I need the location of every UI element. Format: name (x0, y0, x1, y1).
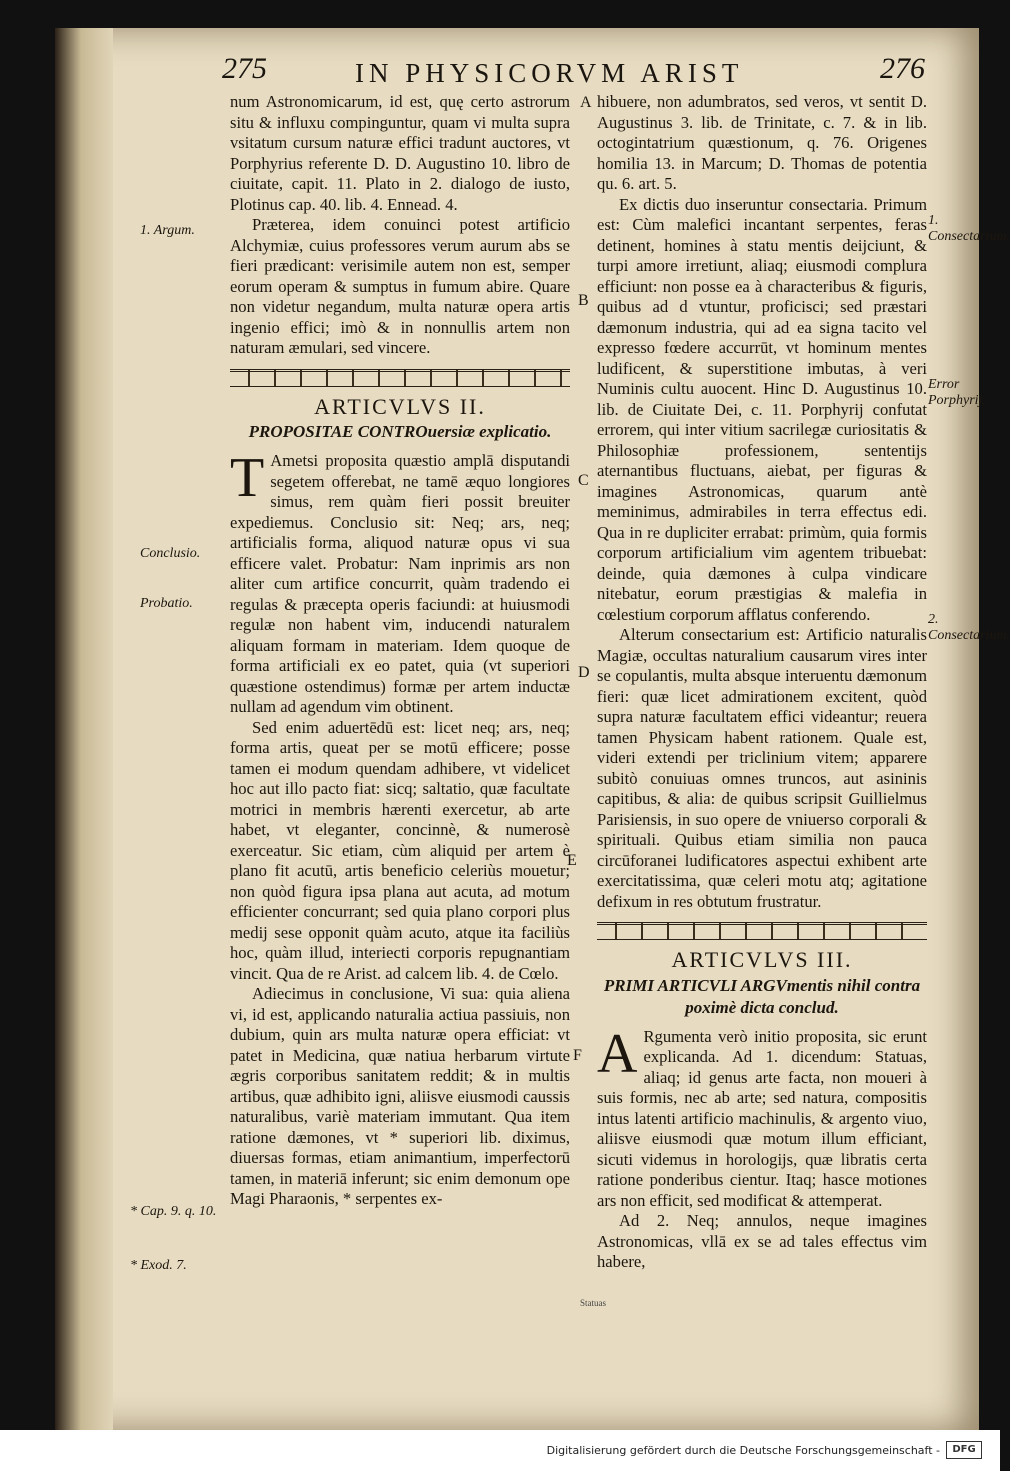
section-letter-e: E (567, 852, 577, 869)
section-letter-b: B (578, 292, 589, 309)
running-title: IN PHYSICORVM ARIST (355, 58, 744, 88)
page-gutter (55, 28, 113, 1430)
footer-credit: Digitalisierung gefördert durch die Deutsche Forschungsgemeinschaft - (546, 1444, 940, 1457)
ornament-rule (230, 369, 570, 387)
section-letter-c: C (578, 472, 589, 489)
dropcap: T (230, 447, 265, 509)
left-paragraph-3-text: Ametsi proposita quæstio amplā disputandi segetem offerebat, ne tamē æquo longiores simus, rem quàm fieri possit breuiter expediemus. Conclusio sit: Neq; ars, neq; artificialis forma, aliquod naturæ opus vi sua efficere valet. Probatur: Nam inprimis ars non aliter cum artifice concurrit, quàm tradendo ei regulas & præcepta operis faciundi: at huiusmodi regulæ non habent vim, inducendi naturalem aliquam formam in materiam. Idem quoque de forma artificiali ex eo patet, quia (vt superiori quæstione ostendimus) formæ per artem inductæ nullam ad agendum vim obtinent. (230, 451, 570, 716)
margin-note-argum: 1. Argum. (140, 223, 195, 238)
page-number-left: 275 (222, 52, 267, 85)
margin-note-probatio: Probatio. (140, 596, 193, 611)
article-heading-2: ARTICVLVS II. (314, 393, 486, 419)
section-letter-d: D (578, 664, 590, 681)
article-heading-3: ARTICVLVS III. (671, 947, 853, 972)
right-paragraph-4-text: Rgumenta verò initio proposita, sic erunt explicanda. Ad 1. dicendum: Statuas, aliaq; id genus arte facta, non moueri à suis formis, nec ab arte; sed natura, compositis intus latenti artificio machinulis, & argento viuo, aliisve eiusmodi quæ motum illum efficiant, sicuti videmus in horologijs, quæ libratis certa ratione ponderibus cientur. Itaq; hasce motiones ars non efficit, sed modificat & attemperat. (597, 1026, 927, 1210)
section-letter-a: A (580, 94, 592, 111)
margin-note-exod: * Exod. 7. (130, 1258, 187, 1273)
right-paragraph-1: hibuere, non adumbratos, sed veros, vt sentit D. Augustinus 3. lib. de Trinitate, c. 7. & in lib. octogintatrium quæstionum, q. 76. Origenes homilia 13. in Marcum; D. Thomas de potentia qu. 6. art. 5. (597, 92, 927, 193)
right-paragraph-5: Ad 2. Neq; annulos, neque imagines Astronomicas, vllā ex se ad tales effectus vim habere, (597, 1211, 927, 1271)
page-number-right: 276 (880, 52, 925, 85)
margin-note-consectarium-2: 2. Consectarium. (928, 612, 1010, 643)
right-paragraph-3: Alterum consectarium est: Artificio naturalis Magiæ, occultas naturalium causarum vires inter se copulantis, multa absque interuentu dæmonum fieri: quæ licet admirationem excitent, quòd supra naturæ facultatem effici videantur; reuera tamen Physicam habent rationem. Quale est, videri extendi per triclinium vitem; apparere subitò conuiuas omnes truncos, aut asininis capitibus, & alia: de quibus scripsit Guillielmus Parisiensis, in suo opere de vniuerso corporali & spirituali. Quibus etiam similia non pauca circūforanei ludificatores aspectui exhibent arte exercitatissima, quæ celeri motu atq; agitatione defixum in res obtutum frustratur. (597, 625, 927, 911)
right-column (597, 92, 927, 1273)
right-paragraph-4 (597, 1022, 927, 1212)
dropcap: A (597, 1022, 638, 1085)
article-subheading-3: PRIMI ARTICVLI ARGVmentis nihil contra poximè dicta conclud. (603, 975, 921, 1017)
left-paragraph-1: num Astronomicarum, id est, quę certo astrorum situ & influxu compinguntur, quam vi multa supra vsitatum cursum naturæ effici tradunt auctores, vt Porphyrius referente D. D. Augustino 10. libro de ciuitate, capit. 11. Plato in 2. dialogo de iusto, Plotinus cap. 40. lib. 4. Ennead. 4. (230, 92, 570, 214)
margin-note-consectarium-1: 1. Consectarium. (928, 213, 1010, 244)
footer-bar (0, 1430, 1000, 1471)
article-subheading-2: PROPOSITAE CONTROuersiæ explicatio. (248, 422, 552, 441)
catchword: Statuas (580, 1298, 606, 1308)
section-letter-f: F (573, 1047, 582, 1064)
margin-note-conclusio: Conclusio. (140, 546, 201, 561)
left-paragraph-2: Præterea, idem conuinci potest artificio Alchymiæ, cuius professores verum aurum abs se fieri prædicant: verisimile autem non est, semper eorum operam & sumptus in fumum abire. Quare non videtur negandum, multa naturæ opera artis ingenio effici; imò & in nonnullis artem non naturam æmulari, sed vincere. (230, 215, 570, 357)
left-column (230, 92, 570, 1210)
right-paragraph-2: Ex dictis duo inseruntur consectaria. Primum est: Cùm malefici incantant serpentes, feras detinent, homines à statu mentis deijciunt, & turpi amore irretiunt, aliaq; eiusmodi complura efficiunt: non posse ea à characteribus & figuris, quibus ad d vtuntur, proficisci; sed præstari dæmonum industria, qui ad ea signa tacito vel expresso fœdere accurrūt, vt hominum mentes ludificent, & superstitione imbutas, à veri Numinis cultu auocent. Hinc D. Augustinus 10. lib. de Ciuitate Dei, c. 11. Porphyrij confutat errorem, qui inter vitium sacrilegæ curiositatis & Philosophiæ professionem, sententijs aternantibus fluctuans, aiebat, per figuras & imagines Astronomicas, quarum antè meminimus, admirabiles in terra effectus edi. Qua in re dupliciter errabat: primùm, quia formis corporum artificialium vim agentem tribuebat: deinde, quia dæmones à culpa vindicare nitebatur, eorum præstigias & malefia in cœlestium corporum afflatus conferendo. (597, 194, 927, 624)
margin-note-cap: * Cap. 9. q. 10. (130, 1204, 217, 1219)
left-paragraph-3 (230, 447, 570, 718)
left-paragraph-4: Sed enim aduertēdū est: licet neq; ars, neq; forma artis, queat per se motū efficere; posse tamen ei modum quendam adhibere, vt videlicet hoc aut illo pacto fiat: sicq; saltatio, quæ facultate motrici in membris hærenti exercetur, ab arte habet, vt eleganter, concinnè, & numerosè exerceatur. Sic etiam, cùm aliquid per artem è plano fit acutū, artis beneficio celeriùs mouetur; non quòd figura ipsa plana aut acuta, ad motum efficienter concurrant; sed quia plano corpori plus medij sese opponit quàm acuto, atque ita faciliùs hoc, quàm illud, interiecti corporis repugnantiam vincit. Qua de re Arist. ad calcem lib. 4. de Cœlo. (230, 717, 570, 983)
ornament-rule (597, 922, 927, 940)
left-paragraph-5: Adiecimus in conclusione, Vi sua: quia aliena vi, id est, applicando naturalia actiua passiuis, non dubium, quin ars multa naturæ opera efficiat: vt patet in Medicina, quæ natiua herbarum virtute ægris corporibus sanitatem reddit; & in multis artibus, quæ adhibito igni, aliisve eiusmodi caussis naturalibus, variè materiam immutant. Qua item ratione dæmones, vt * superiori lib. diximus, diuersas formas, etiam animantium, imperfectorū tamen, in materiā inferunt; sic enim demonum ope Magi Pharaonis, * serpentes ex- (230, 984, 570, 1208)
margin-note-error: Error Porphyrij. (928, 377, 986, 408)
dfg-logo: DFG (946, 1441, 982, 1459)
